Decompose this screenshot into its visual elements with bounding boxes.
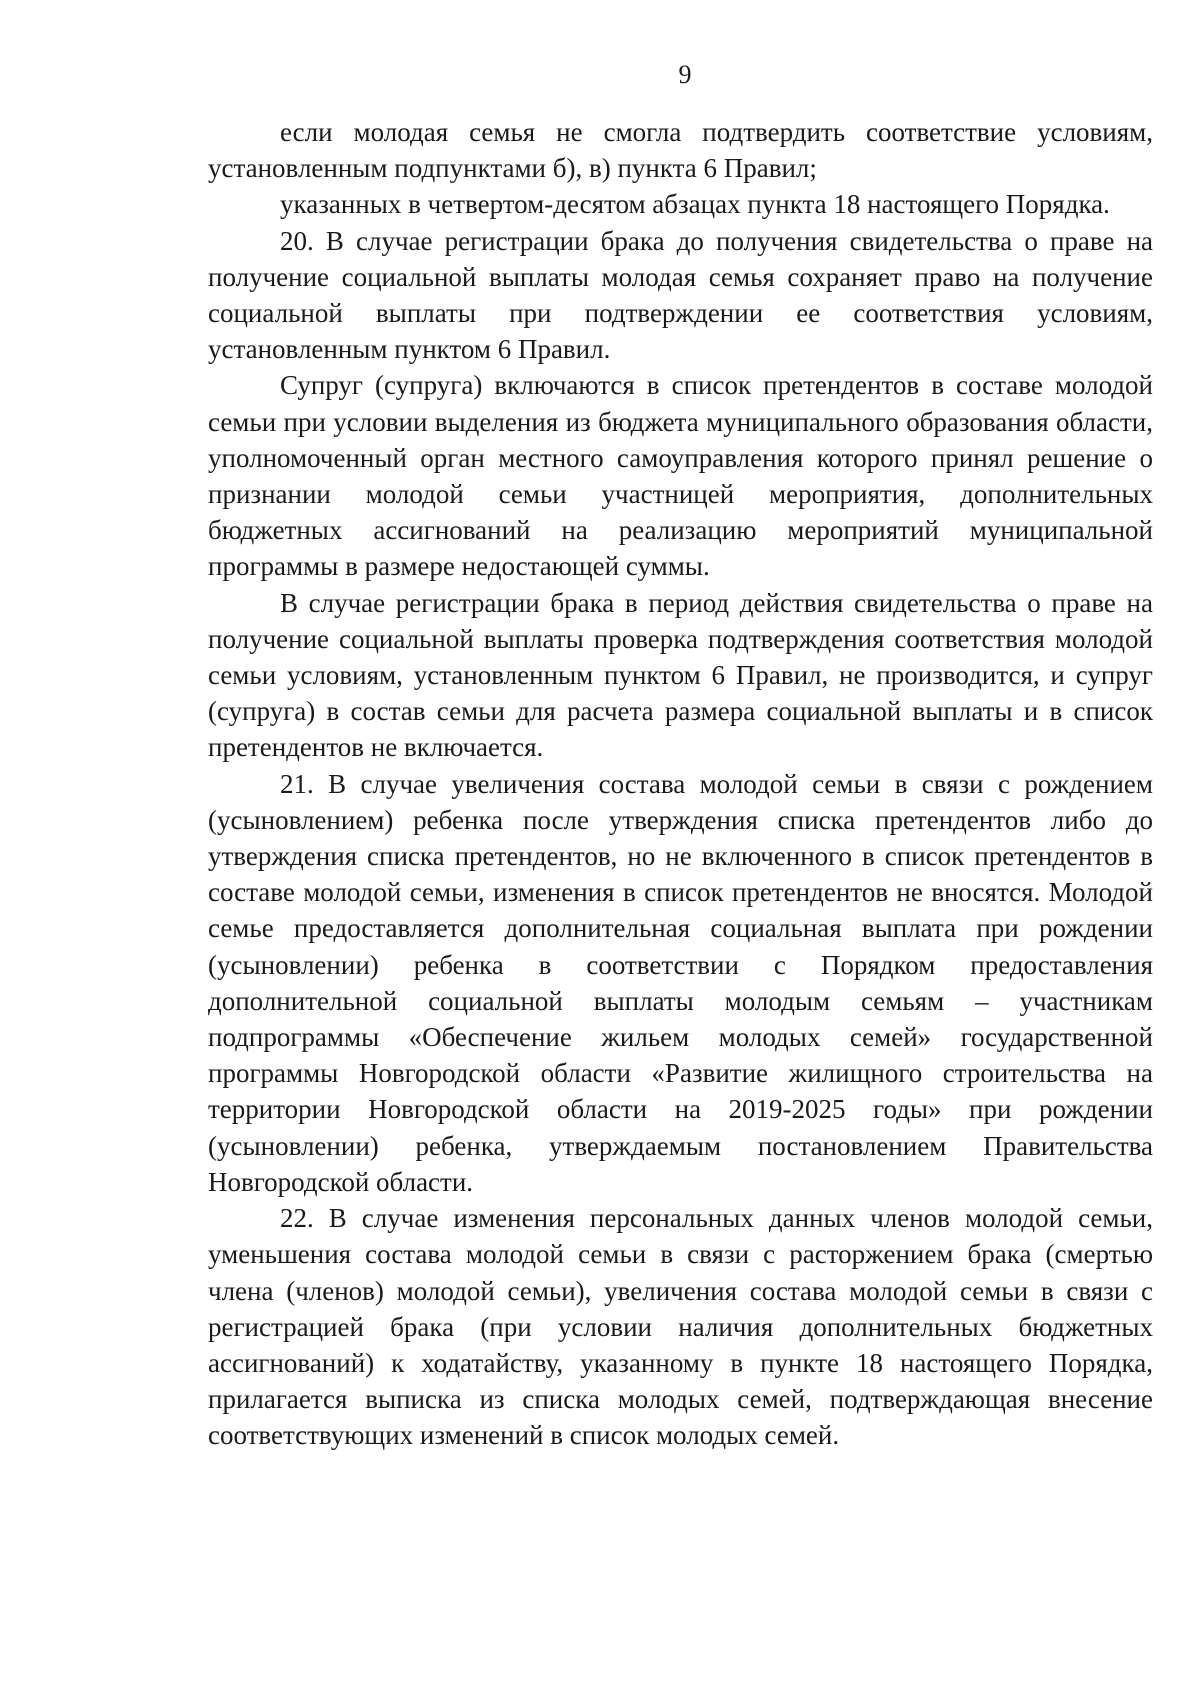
paragraph-marriage-during-certificate: В случае регистрации брака в период действия свидетельства о праве на получение социальной выплаты проверка подтверждения соответствия молодой семьи условиям, установленным пунктом 6 Правил, не производится, и супруг (супруга) в состав семьи для расчета размера социальной выплаты и в список претендентов не включается. (208, 587, 1153, 763)
page-number: 9 (678, 60, 692, 89)
paragraph-spouse-included: Супруг (супруга) включаются в список претендентов в составе молодой семьи при условии выделения из бюджета муниципального образования области, уполномоченный орган местного самоуправления которого принял решение о признании молодой семьи участницей мероприятия, дополнительных бюджетных ассигнований на реализацию мероприятий муниципальной программы в размере недостающей суммы. (208, 370, 1153, 582)
paragraph-item-21: 21. В случае увеличения состава молодой семьи в связи с рождением (усыновлением) ребенка после утверждения списка претендентов либо до утверждения списка претендентов, но не включенного в список претендентов в составе молодой семьи, изменения в список претендентов не вносятся. Молодой семье предоставляется дополнительная социальная выплата при рождении (усыновлении) ребенка в соответствии с Порядком предоставления дополнительной социальной выплаты молодым семьям – участникам подпрограммы «Обеспечение жильем молодых семей» государственной программы Новгородской области «Развитие жилищного строительства на территории Новгородской области на 2019-2025 годы» при рождении (усыновлении) ребенка, утверждаемым постановлением Правительства Новгородской области. (208, 768, 1153, 1197)
paragraph-condition-not-confirmed: если молодая семья не смогла подтвердить соответствие условиям, установленным подпунктами б), в) пункта 6 Правил; (208, 117, 1153, 184)
document-body (208, 114, 1153, 1454)
paragraph-paragraphs-reference: указанных в четвертом-десятом абзацах пункта 18 настоящего Порядка. (280, 189, 1110, 220)
paragraph-item-20: 20. В случае регистрации брака до получения свидетельства о праве на получение социальной выплаты молодая семья сохраняет право на получение социальной выплаты при подтверждении ее соответствия условиям, установленным пунктом 6 Правил. (208, 225, 1153, 365)
paragraph-item-22: 22. В случае изменения персональных данных членов молодой семьи, уменьшения состава молодой семьи в связи с расторжением брака (смертью члена (членов) молодой семьи), увеличения состава молодой семьи в связи с регистрацией брака (при условии наличия дополнительных бюджетных ассигнований) к ходатайству, указанному в пункте 18 настоящего Порядка, прилагается выписка из списка молодых семей, подтверждающая внесение соответствующих изменений в список молодых семей. (208, 1203, 1153, 1451)
